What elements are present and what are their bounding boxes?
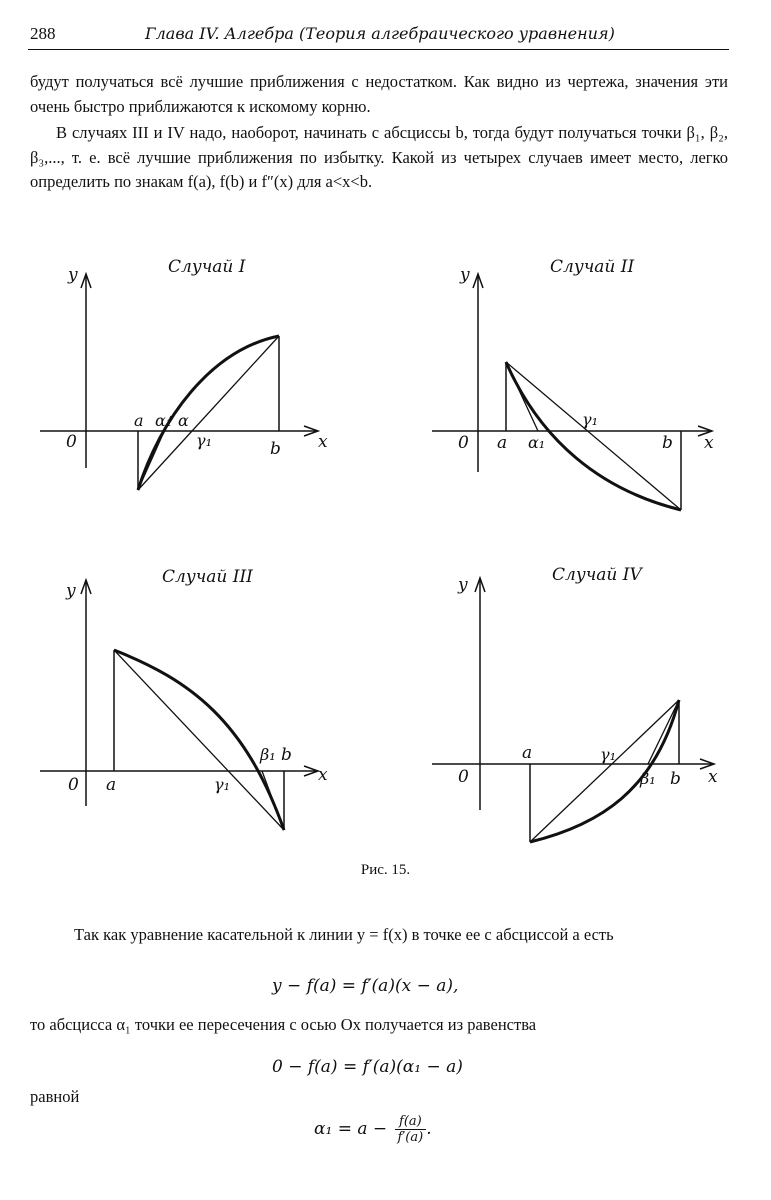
equation-period: . bbox=[426, 1119, 432, 1139]
a-label: a bbox=[522, 743, 533, 763]
b-label: b bbox=[270, 439, 281, 459]
tangent-line bbox=[648, 700, 679, 764]
header-rule bbox=[28, 49, 729, 50]
paragraph-1: будут получаться всё лучшие приближения с недостатком. Как видно из чертежа, значения эти очень быстро приближаются к искомому корню. bbox=[30, 72, 728, 116]
x-label: x bbox=[708, 767, 718, 787]
case-1-title: Случай I bbox=[168, 257, 246, 277]
paragraph-4: то абсцисса α₁ точки ее пересечения с осью Ox получается из равенства bbox=[30, 1015, 537, 1034]
alpha1-label: α₁ bbox=[155, 411, 173, 430]
b-label: b bbox=[281, 745, 292, 765]
page-number: 288 bbox=[30, 24, 56, 43]
b-label: b bbox=[670, 769, 681, 789]
alpha2-label: α bbox=[178, 411, 189, 430]
alpha1-label: α₁ bbox=[528, 433, 546, 452]
y-label: y bbox=[66, 581, 76, 601]
beta1-label: β₁ bbox=[640, 769, 656, 788]
origin-label: 0 bbox=[68, 775, 79, 795]
equation-tangent: y − f(a) = f′(a)(x − a), bbox=[272, 976, 459, 996]
case-3-title: Случай III bbox=[162, 567, 253, 587]
origin-label: 0 bbox=[66, 432, 77, 452]
case-2-title: Случай II bbox=[550, 257, 635, 277]
case-2-graph bbox=[432, 257, 714, 510]
tangent-line bbox=[262, 771, 284, 830]
beta1-label: β₁ bbox=[260, 745, 276, 764]
case-3-graph bbox=[40, 567, 328, 830]
running-header bbox=[30, 24, 730, 48]
x-label: x bbox=[318, 765, 328, 785]
y-label: y bbox=[460, 265, 470, 285]
y-label: y bbox=[458, 575, 468, 595]
gamma1-label: γ₁ bbox=[196, 431, 212, 450]
alpha1-lhs: α₁ = a − bbox=[314, 1119, 388, 1139]
equation-alpha1 bbox=[314, 1114, 432, 1145]
b-label: b bbox=[662, 433, 673, 453]
x-label: x bbox=[318, 432, 328, 452]
chord-line bbox=[530, 700, 679, 842]
equation-intersection: 0 − f(a) = f′(a)(α₁ − a) bbox=[272, 1057, 463, 1077]
paragraph-3: Так как уравнение касательной к линии y = f(x) в точке ее с абсциссой a есть bbox=[74, 925, 614, 944]
y-label: y bbox=[68, 265, 78, 285]
chapter-title: Глава IV. Алгебра (Теория алгебраического уравнения) bbox=[145, 24, 615, 43]
origin-label: 0 bbox=[458, 433, 469, 453]
tangent-line bbox=[506, 362, 538, 431]
fraction-numerator: f(a) bbox=[395, 1114, 427, 1130]
gamma1-label: γ₁ bbox=[600, 745, 616, 764]
a-label: a bbox=[106, 775, 117, 795]
fraction-denominator: f′(a) bbox=[397, 1130, 424, 1145]
a-label: a bbox=[134, 411, 144, 430]
case-1-graph bbox=[40, 257, 328, 490]
case-4-title: Случай IV bbox=[552, 565, 642, 585]
figure-15 bbox=[0, 250, 771, 850]
gamma1-label: γ₁ bbox=[582, 410, 598, 429]
paragraph-5: равной bbox=[30, 1087, 80, 1106]
figure-caption: Рис. 15. bbox=[360, 862, 411, 878]
origin-label: 0 bbox=[458, 767, 469, 787]
case-4-graph bbox=[432, 565, 718, 842]
chord-line bbox=[114, 650, 284, 830]
paragraph-2: В случаях III и IV надо, наоборот, начинать с абсциссы b, тогда будут получаться точки β₁, β₂, β₃,..., т. е. всё лучшие приближения по избытку. Какой из четырех случаев имеет место, легко определить по знакам f(a), f(b) и f″(x) для a<x<b. bbox=[30, 123, 728, 191]
gamma1-label: γ₁ bbox=[214, 775, 230, 794]
x-label: x bbox=[704, 433, 714, 453]
a-label: a bbox=[497, 433, 508, 453]
fraction bbox=[395, 1114, 427, 1145]
